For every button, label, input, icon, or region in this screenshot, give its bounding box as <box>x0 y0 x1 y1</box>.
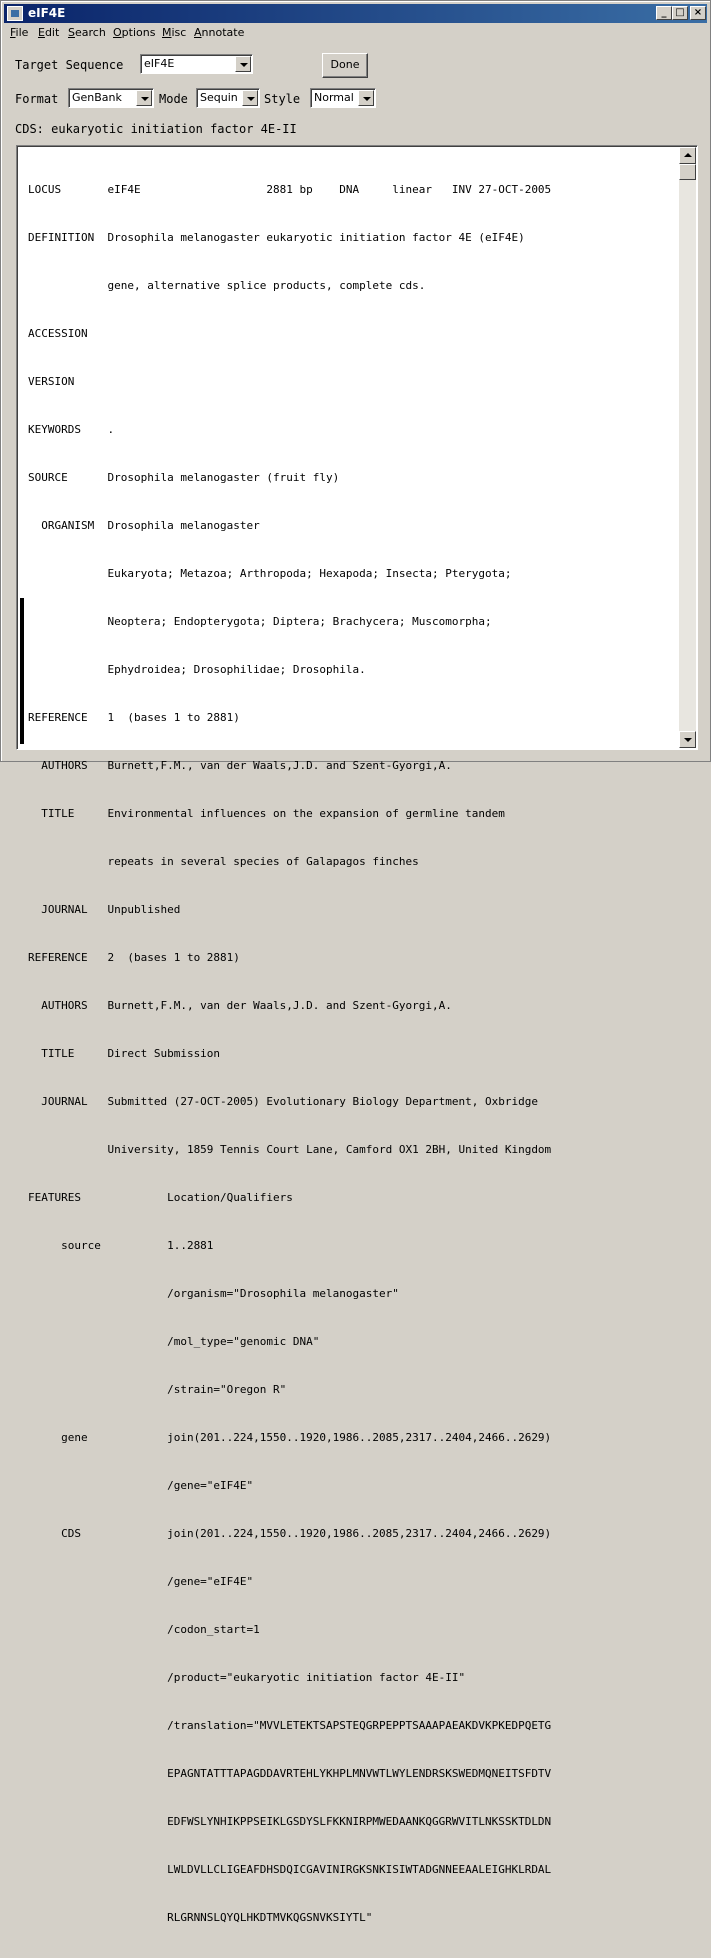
vertical-scrollbar[interactable] <box>679 147 696 748</box>
record-line: REFERENCE 2 (bases 1 to 2881) <box>28 951 240 964</box>
record-line: /organism="Drosophila melanogaster" <box>28 1287 399 1300</box>
genbank-record <box>28 150 678 1958</box>
record-line: repeats in several species of Galapagos finches <box>28 855 419 868</box>
record-line: Eukaryota; Metazoa; Arthropoda; Hexapoda; Insecta; Pterygota; <box>28 567 512 580</box>
record-line: ORGANISM Drosophila melanogaster <box>28 519 260 532</box>
scrollbar-thumb[interactable] <box>679 164 696 180</box>
scroll-up-icon[interactable] <box>679 147 696 164</box>
close-icon[interactable]: × <box>690 6 706 20</box>
menu-options[interactable]: Options <box>113 26 156 39</box>
record-line: /mol_type="genomic DNA" <box>28 1335 320 1348</box>
mode-label: Mode <box>159 92 188 106</box>
record-line: SOURCE Drosophila melanogaster (fruit fly) <box>28 471 340 484</box>
record-line: TITLE Direct Submission <box>28 1047 221 1060</box>
record-line: LOCUS eIF4E 2881 bp DNA linear INV 27-OCT-2005 <box>28 183 552 196</box>
menu-search[interactable]: Search <box>68 26 106 39</box>
mode-select[interactable]: Sequin <box>196 88 260 108</box>
record-line: LWLDVLLCLIGEAFDHSDQICGAVINIRGKSNKISIWTADGNNEEAALEIGHKLRDAL <box>28 1863 552 1876</box>
style-label: Style <box>264 92 301 106</box>
record-line: CDS join(201..224,1550..1920,1986..2085,2317..2404,2466..2629) <box>28 1527 552 1540</box>
format-label: Format <box>15 92 59 106</box>
record-line: JOURNAL Submitted (27-OCT-2005) Evolutionary Biology Department, Oxbridge <box>28 1095 538 1108</box>
menu-bar <box>4 24 707 42</box>
record-line: TITLE Environmental influences on the expansion of germline tandem <box>28 807 505 820</box>
selection-marker <box>20 598 24 744</box>
scroll-down-icon[interactable] <box>679 731 696 748</box>
title-bar[interactable] <box>4 4 707 23</box>
record-line: /gene="eIF4E" <box>28 1479 254 1492</box>
record-line: JOURNAL Unpublished <box>28 903 181 916</box>
chevron-down-icon[interactable] <box>358 90 374 106</box>
record-line: FEATURES Location/Qualifiers <box>28 1191 293 1204</box>
record-line: KEYWORDS . <box>28 423 115 436</box>
record-line: Ephydroidea; Drosophilidae; Drosophila. <box>28 663 366 676</box>
sequence-text-view[interactable] <box>16 145 698 1924</box>
record-line: /codon_start=1 <box>28 1623 260 1636</box>
record-line: AUTHORS Burnett,F.M., van der Waals,J.D. and Szent-Gyorgi,A. <box>28 999 452 1012</box>
record-line: EDFWSLYNHIKPPSEIKLGSDYSLFKKNIRPMWEDAANKQGGRWVITLNKSSKTDLDN <box>28 1815 552 1828</box>
done-button[interactable]: Done <box>322 53 368 78</box>
chevron-down-icon[interactable] <box>235 56 251 72</box>
record-line: AUTHORS Burnett,F.M., van der Waals,J.D. and Szent-Gyorgi,A. <box>28 759 452 772</box>
record-line: gene join(201..224,1550..1920,1986..2085,2317..2404,2466..2629) <box>28 1431 552 1444</box>
target-sequence-label: Target Sequence <box>15 58 124 72</box>
record-line: ACCESSION <box>28 327 88 340</box>
record-line: EPAGNTATTTAPAGDDAVRTEHLYKHPLMNVWTLWYLENDRSKSWEDMQNEITSFDTV <box>28 1767 552 1780</box>
record-line: RLGRNNSLQYQLHKDTMVKQGSNVKSIYTL" <box>28 1911 373 1924</box>
record-line: REFERENCE 1 (bases 1 to 2881) <box>28 711 240 724</box>
chevron-down-icon[interactable] <box>136 90 152 106</box>
record-line: /strain="Oregon R" <box>28 1383 287 1396</box>
record-line: source 1..2881 <box>28 1239 214 1252</box>
record-line: /gene="eIF4E" <box>28 1575 254 1588</box>
window-title: eIF4E <box>28 6 66 20</box>
target-sequence-select[interactable]: eIF4E <box>140 54 253 74</box>
format-select[interactable]: GenBank <box>68 88 154 108</box>
record-line: University, 1859 Tennis Court Lane, Camford OX1 2BH, United Kingdom <box>28 1143 552 1156</box>
menu-edit[interactable]: Edit <box>38 26 60 39</box>
style-select[interactable]: Normal <box>310 88 376 108</box>
menu-file[interactable]: File <box>10 26 29 39</box>
app-icon <box>7 6 23 21</box>
record-line: /translation="MVVLETEKTSAPSTEQGRPEPPTSAAAPAEAKDVKPKEDPQETG <box>28 1719 552 1732</box>
cds-title: CDS: eukaryotic initiation factor 4E-II <box>15 122 297 136</box>
record-line: Neoptera; Endopterygota; Diptera; Brachycera; Muscomorpha; <box>28 615 492 628</box>
menu-misc[interactable]: Misc <box>162 26 187 39</box>
menu-annotate[interactable]: Annotate <box>194 26 245 39</box>
record-line: gene, alternative splice products, complete cds. <box>28 279 426 292</box>
record-line: /product="eukaryotic initiation factor 4E-II" <box>28 1671 466 1684</box>
record-line: DEFINITION Drosophila melanogaster eukaryotic initiation factor 4E (eIF4E) <box>28 231 525 244</box>
chevron-down-icon[interactable] <box>242 90 258 106</box>
record-line: VERSION <box>28 375 75 388</box>
minimize-icon[interactable]: _ <box>656 6 672 20</box>
maximize-icon[interactable]: □ <box>672 6 688 20</box>
